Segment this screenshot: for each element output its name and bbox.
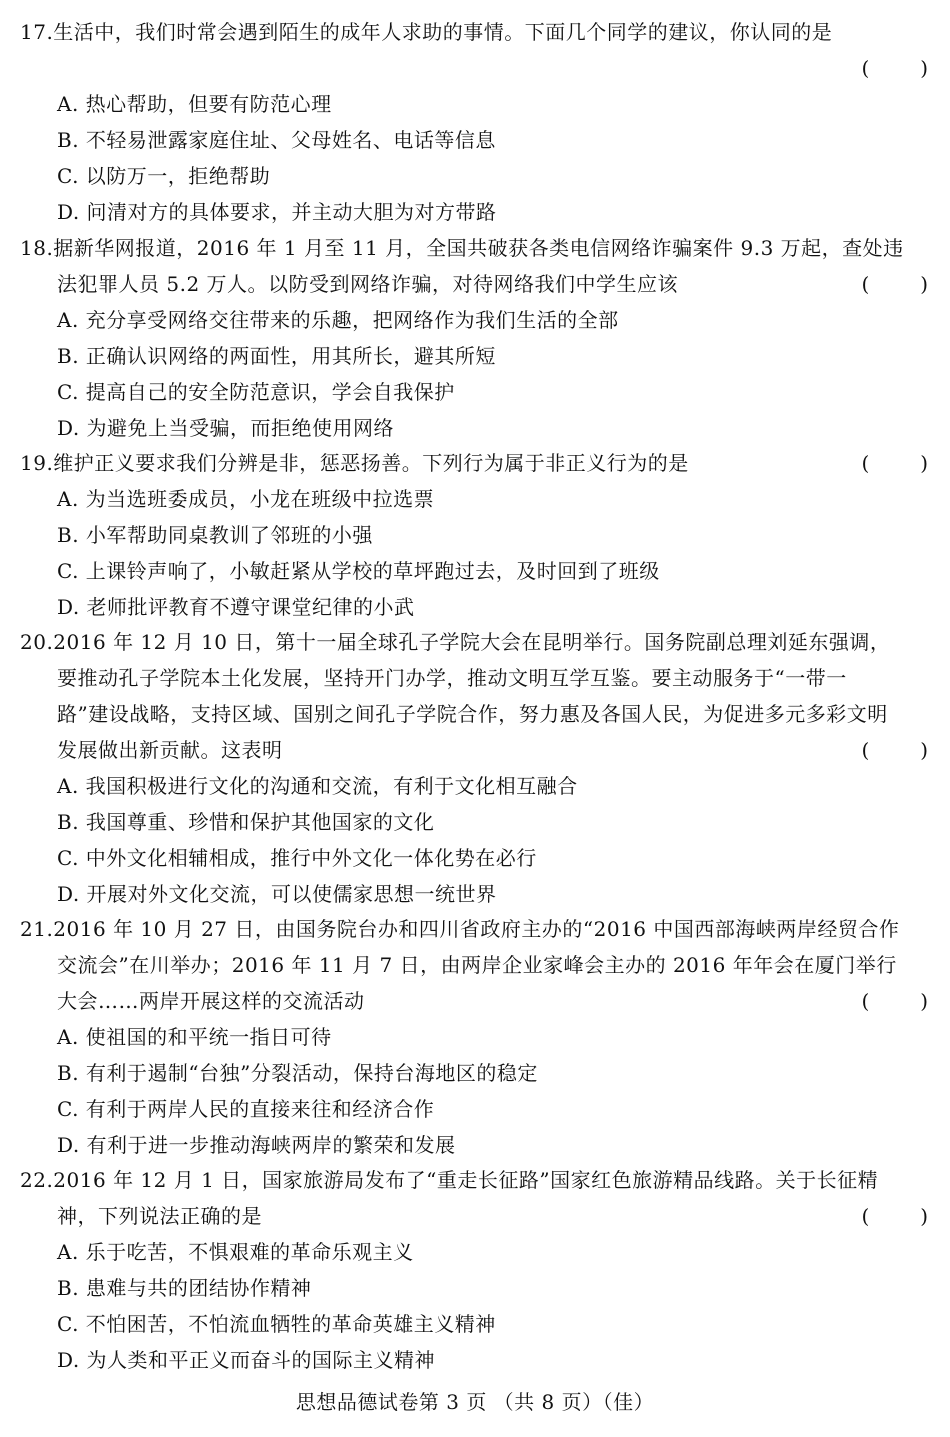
question-21-stem-line-1: 21.2016 年 10 月 27 日，由国务院台办和四川省政府主办的“2016 中国西部海峡两岸经贸合作 — [20, 917, 900, 941]
question-21-stem-line-3: 大会……两岸开展这样的交流活动 — [57, 989, 365, 1013]
page-footer: 思想品德试卷第 3 页 （共 8 页）（佳） — [295, 1390, 655, 1414]
question-18-option-a: A. 充分享受网络交往带来的乐趣，把网络作为我们生活的全部 — [57, 308, 619, 332]
question-21-option-d: D. 有利于进一步推动海峡两岸的繁荣和发展 — [57, 1133, 456, 1157]
question-18-stem-line-2: 法犯罪人员 5.2 万人。以防受到网络诈骗，对待网络我们中学生应该 — [57, 272, 679, 296]
question-17-option-a: A. 热心帮助，但要有防范心理 — [57, 92, 332, 116]
question-22-stem-line-2: 神，下列说法正确的是 — [57, 1204, 262, 1228]
question-20-option-d: D. 开展对外文化交流，可以使儒家思想一统世界 — [57, 882, 497, 906]
question-19-option-d: D. 老师批评教育不遵守课堂纪律的小武 — [57, 595, 415, 619]
question-19-answer-paren: ( ) — [861, 451, 928, 475]
question-20-stem-line-4: 发展做出新贡献。这表明 — [57, 738, 283, 762]
question-19-stem-line-1: 19.维护正义要求我们分辨是非，惩恶扬善。下列行为属于非正义行为的是 — [20, 451, 689, 475]
question-20-stem-line-2: 要推动孔子学院本土化发展，坚持开门办学，推动文明互学互鉴。要主动服务于“一带一 — [57, 666, 847, 690]
question-21-option-c: C. 有利于两岸人民的直接来往和经济合作 — [57, 1097, 435, 1121]
question-22-option-d: D. 为人类和平正义而奋斗的国际主义精神 — [57, 1348, 436, 1372]
question-22-stem-line-1: 22.2016 年 12 月 1 日，国家旅游局发布了“重走长征路”国家红色旅游精品线路。关于长征精 — [20, 1168, 879, 1192]
question-17-stem-line-1: 17.生活中，我们时常会遇到陌生的成年人求助的事情。下面几个同学的建议，你认同的是 — [20, 20, 833, 44]
question-18-answer-paren: ( ) — [861, 272, 928, 296]
question-21-answer-paren: ( ) — [861, 989, 928, 1013]
question-19-option-c: C. 上课铃声响了，小敏赶紧从学校的草坪跑过去，及时回到了班级 — [57, 559, 660, 583]
question-20-stem-line-1: 20.2016 年 12 月 10 日，第十一届全球孔子学院大会在昆明举行。国务院副总理刘延东强调， — [20, 630, 891, 654]
question-20-answer-paren: ( ) — [861, 738, 928, 762]
question-19-option-b: B. 小军帮助同桌教训了邻班的小强 — [57, 523, 373, 547]
question-21-option-a: A. 使祖国的和平统一指日可待 — [57, 1025, 332, 1049]
question-22-option-b: B. 患难与共的团结协作精神 — [57, 1276, 312, 1300]
question-18-option-c: C. 提高自己的安全防范意识，学会自我保护 — [57, 380, 455, 404]
question-20-option-a: A. 我国积极进行文化的沟通和交流，有利于文化相互融合 — [57, 774, 578, 798]
question-19-option-a: A. 为当选班委成员，小龙在班级中拉选票 — [57, 487, 435, 511]
question-17-option-b: B. 不轻易泄露家庭住址、父母姓名、电话等信息 — [57, 128, 496, 152]
question-17-option-c: C. 以防万一，拒绝帮助 — [57, 164, 271, 188]
question-20-option-c: C. 中外文化相辅相成，推行中外文化一体化势在必行 — [57, 846, 537, 870]
question-20-option-b: B. 我国尊重、珍惜和保护其他国家的文化 — [57, 810, 435, 834]
question-22-option-a: A. 乐于吃苦，不惧艰难的革命乐观主义 — [57, 1240, 414, 1264]
question-22-option-c: C. 不怕困苦，不怕流血牺牲的革命英雄主义精神 — [57, 1312, 496, 1336]
question-21-stem-line-2: 交流会”在川举办；2016 年 11 月 7 日，由两岸企业家峰会主办的 2016 年年会在厦门举行 — [57, 953, 897, 977]
question-18-option-d: D. 为避免上当受骗，而拒绝使用网络 — [57, 416, 395, 440]
question-18-stem-line-1: 18.据新华网报道，2016 年 1 月至 11 月，全国共破获各类电信网络诈骗案件 9.3 万起，查处违 — [20, 236, 904, 260]
question-20-stem-line-3: 路”建设战略，支持区域、国别之间孔子学院合作，努力惠及各国人民，为促进多元多彩文明 — [57, 702, 888, 726]
question-21-option-b: B. 有利于遏制“台独”分裂活动，保持台海地区的稳定 — [57, 1061, 538, 1085]
question-22-answer-paren: ( ) — [861, 1204, 928, 1228]
question-17-answer-paren: ( ) — [861, 56, 928, 80]
question-18-option-b: B. 正确认识网络的两面性，用其所长，避其所短 — [57, 344, 496, 368]
question-17-option-d: D. 问清对方的具体要求，并主动大胆为对方带路 — [57, 200, 497, 224]
